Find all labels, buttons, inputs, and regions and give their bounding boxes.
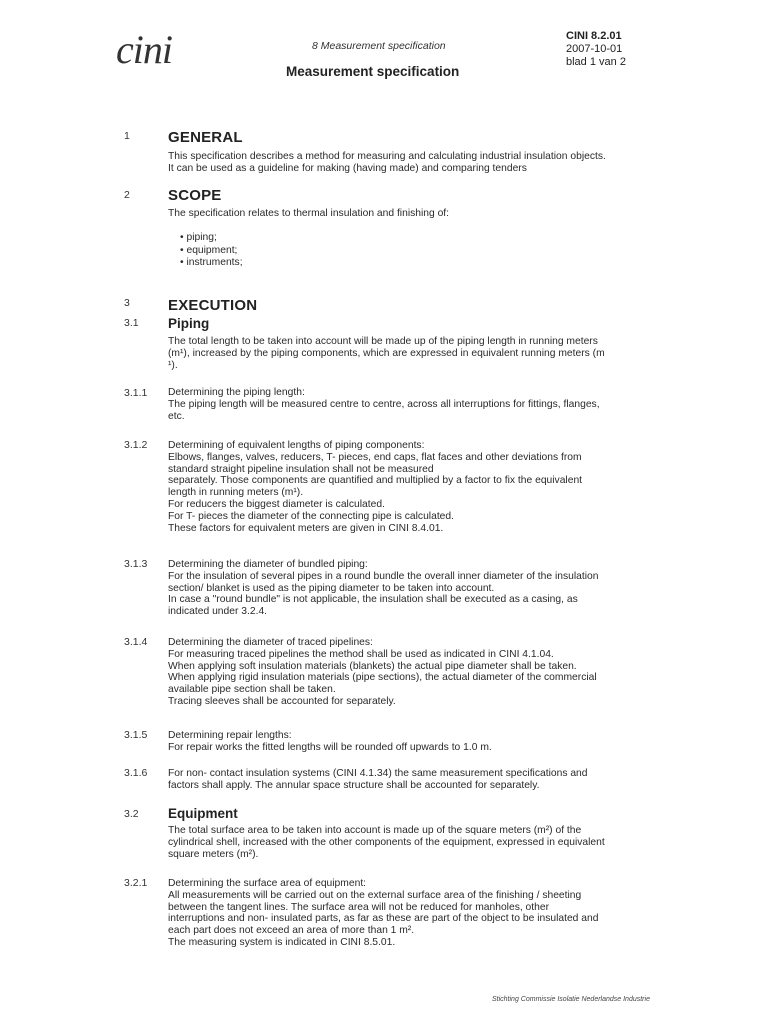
section-text-non-contact: For non- contact insulation systems (CINI 4.1.34) the same measurement specifications and factors shall apply. The annular space structure shall be accounted for separately. (168, 768, 588, 791)
list-item: • piping; (180, 232, 243, 245)
section-heading-general: GENERAL (168, 129, 243, 146)
section-heading-equipment: Equipment (168, 806, 238, 821)
section-text-equipment: The total surface area to be taken into account is made up of the square meters (m²) of the cylindrical shell, increased with the other components of the equipment, expressed in equivalent square meters (m²). (168, 825, 605, 860)
section-text-scope: The specification relates to thermal insulation and finishing of: (168, 208, 450, 219)
section-heading-execution: EXECUTION (168, 297, 258, 314)
section-text-general: This specification describes a method for measuring and calculating industrial insulation objects. It can be used as a guideline for making (having made) and comparing tenders (168, 151, 606, 174)
section-number: 3.1.2 (124, 439, 148, 451)
section-text-piping: The total length to be taken into account will be made up of the piping length in running meters (m¹), increased by the piping components, which are expressed in equivalent running meters (m ¹). (168, 336, 605, 371)
list-item: • equipment; (180, 245, 243, 258)
section-text-repair-lengths: Determining repair lengths: For repair works the fitted lengths will be rounded off upwards to 1.0 m. (168, 730, 492, 753)
cini-logo: cini (116, 27, 172, 72)
section-text-traced-pipelines: Determining the diameter of traced pipelines: For measuring traced pipelines the method shall be used as indicated in CINI 4.1.04. When applying soft insulation materials (blankets) the actual pipe diameter shall be taken. When applying rigid insulation materials (pipe sections), the actual diameter of the commercial available pipe section shall be taken. Tracing sleeves shall be accounted for separately. (168, 637, 597, 707)
document-date: 2007-10-01 (566, 43, 623, 55)
list-item: • instruments; (180, 257, 243, 270)
section-heading-piping: Piping (168, 316, 210, 331)
document-code: CINI 8.2.01 (566, 30, 622, 42)
section-number: 3.2 (124, 808, 139, 820)
section-number: 3 (124, 297, 130, 309)
section-number: 3.1.1 (124, 387, 148, 399)
section-text-equivalent-lengths: Determining of equivalent lengths of piping components: Elbows, flanges, valves, reducers, T- pieces, end caps, flat faces and other deviations from standard straight pipeline insulation shall not be measured separately. Those components are quantified and multiplied by a factor to fix the equivalent length in running meters (m¹). For reducers the biggest diameter is calculated. For T- pieces the diameter of the connecting pipe is calculated. These factors for equivalent meters are given in CINI 8.4.01. (168, 440, 583, 534)
header-subtitle: 8 Measurement specification (312, 40, 446, 52)
section-heading-scope: SCOPE (168, 187, 222, 204)
section-number: 3.1.5 (124, 729, 148, 741)
section-number: 1 (124, 130, 130, 142)
section-text-piping-length: Determining the piping length: The piping length will be measured centre to centre, across all interruptions for fittings, flanges, etc. (168, 387, 600, 422)
section-number: 3.1.6 (124, 767, 148, 779)
page-indicator: blad 1 van 2 (566, 56, 626, 68)
section-number: 2 (124, 189, 130, 201)
scope-list (180, 232, 243, 270)
footer-organization: Stichting Commissie Isolatie Nederlandse Industrie (492, 996, 650, 1003)
section-number: 3.1.3 (124, 558, 148, 570)
section-text-surface-area: Determining the surface area of equipment: All measurements will be carried out on the external surface area of the finishing / sheeting between the tangent lines. The surface area will not be reduced for manholes, other interruptions and non- insulated parts, as far as these are part of the object to be insulated and each part does not exceed an area of more than 1 m². The measuring system is indicated in CINI 8.5.01. (168, 878, 599, 948)
section-number: 3.2.1 (124, 877, 148, 889)
document-reference (566, 30, 626, 69)
section-number: 3.1.4 (124, 636, 148, 648)
section-text-bundled-piping: Determining the diameter of bundled piping: For the insulation of several pipes in a round bundle the overall inner diameter of the insulation section/ blanket is used as the piping diameter to be taken into account. In case a "round bundle" is not applicable, the insulation shall be executed as a casing, as indicated under 3.2.4. (168, 559, 599, 618)
page-title: Measurement specification (286, 64, 460, 79)
section-number: 3.1 (124, 317, 139, 329)
